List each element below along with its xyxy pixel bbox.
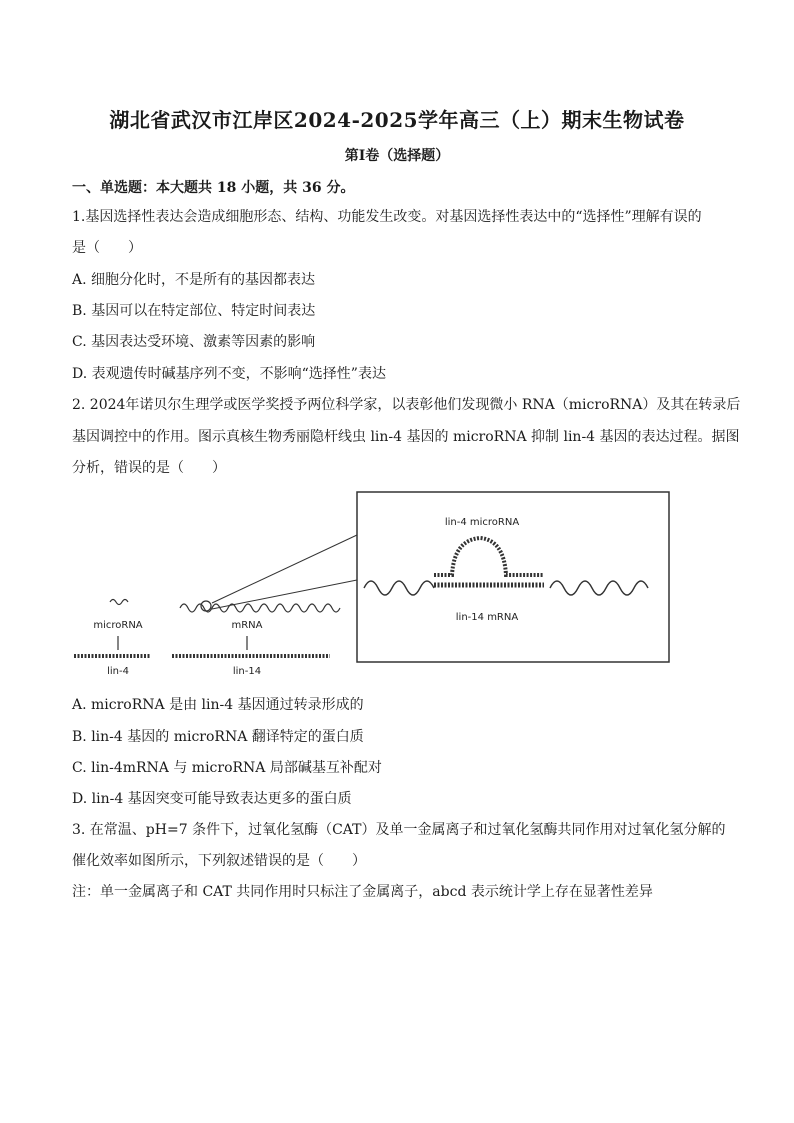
left-gene-label: lin-4 <box>107 666 129 677</box>
q2-stem-line-1: 2. 2024年诺贝尔生理学或医学奖授予两位科学家，以表彰他们发现微小 RNA（microRNA）及其在转录后 <box>72 397 741 413</box>
q2-option-b: B. lin-4 基因的 microRNA 翻译特定的蛋白质 <box>72 729 364 745</box>
inset-wave-right <box>550 581 648 595</box>
q2-stem-line-2: 基因调控中的作用。图示真核生物秀丽隐杆线虫 lin-4 基因的 microRNA 抑制 lin-4 基因的表达过程。据图 <box>72 429 740 445</box>
q3-stem-line-1: 3. 在常温、pH=7 条件下，过氧化氢酶（CAT）及单一金属离子和过氧化氢酶共同作用对过氧化氢分解的 <box>72 822 726 838</box>
q1-stem-line-2: 是（ ） <box>72 240 142 256</box>
left-rna-label: microRNA <box>93 620 143 631</box>
right-rna-label: mRNA <box>231 620 263 631</box>
q1-option-d: D. 表观遗传时碱基序列不变，不影响“选择性”表达 <box>72 366 386 382</box>
section-header: 一、单选题：本大题共 18 小题，共 36 分。 <box>72 180 355 196</box>
q2-option-a: A. microRNA 是由 lin-4 基因通过转录形成的 <box>72 697 364 713</box>
inset-microrna-strand <box>434 538 544 575</box>
right-gene-label: lin-14 <box>232 666 262 677</box>
q3-note: 注：单一金属离子和 CAT 共同作用时只标注了金属离子，abcd 表示统计学上存在显著性差异 <box>72 884 653 900</box>
q2-option-d: D. lin-4 基因突变可能导致表达更多的蛋白质 <box>72 791 352 807</box>
q1-option-a: A. 细胞分化时，不是所有的基因都表达 <box>72 272 316 288</box>
q2-stem-line-3: 分析，错误的是（ ） <box>72 460 226 476</box>
q1-option-c: C. 基因表达受环境、激素等因素的影响 <box>72 334 316 350</box>
q1-option-b: B. 基因可以在特定部位、特定时间表达 <box>72 303 316 319</box>
inset-wave-left <box>364 581 434 595</box>
zoom-line-top <box>212 535 357 603</box>
microrna-diagram <box>72 490 672 680</box>
inset-bottom-label: lin-14 mRNA <box>455 612 519 623</box>
q2-microrna-figure <box>72 490 672 680</box>
q3-stem-line-2: 催化效率如图所示，下列叙述错误的是（ ） <box>72 853 366 869</box>
exam-title: 湖北省武汉市江岸区2024-2025学年高三（上）期末生物试卷 <box>109 108 685 132</box>
exam-subtitle: 第Ⅰ卷（选择题） <box>344 148 450 164</box>
inset-top-label: lin-4 microRNA <box>444 517 520 528</box>
q2-option-c: C. lin-4mRNA 与 microRNA 局部碱基互补配对 <box>72 760 382 776</box>
q1-stem-line-1: 1.基因选择性表达会造成细胞形态、结构、功能发生改变。对基因选择性表达中的“选择性”理解有误的 <box>72 209 702 225</box>
small-microrna <box>110 600 128 605</box>
